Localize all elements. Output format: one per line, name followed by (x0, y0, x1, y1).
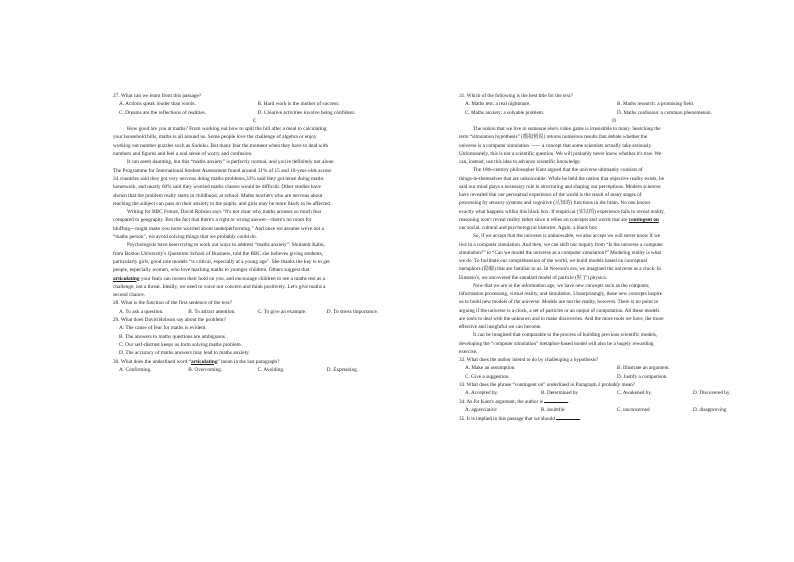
q31-option-b: B. Maths research: a promising field. (617, 101, 695, 108)
passage-line: said our mind plays a necessary role in structuring and shaping our perceptions. Modern sciences (459, 183, 661, 190)
passage-line: effective and insightful we can become. (459, 324, 542, 330)
passage-line: simulation?” to “Can we model the universe as a computer simulation?” Modeling reality is what (459, 249, 661, 256)
passage-line: The Programme for International Student Assessment found around 31% of 15 and 16-year-olds across (113, 167, 332, 174)
q29-stem: 29. What does David Robson say about the problem? (113, 317, 226, 324)
passage-line: second chance. (113, 292, 146, 299)
passage-line: live in a computer simulation. And then, we can shift our inquiry from “Is the universe a computer (459, 241, 664, 248)
q30-stem (113, 358, 396, 366)
passage-line: working out number puzzles such as Sudoku. But many fear the moment when they have to deal with (113, 142, 329, 149)
passage-line: How good are you at maths? From working out how to split the bill after a meal to calculating (127, 126, 327, 133)
q27-option-a: A. Actions speak louder than words. (119, 101, 196, 108)
passage-line: arguing if the universe is a clock, a set of particles or an output of computation. All these models (459, 307, 660, 314)
passage-line: developing the “computer simulation” metaphor-based model will also be a hugely rewarding (459, 340, 654, 347)
passage-line: our social, cultural and psychological histories. Again, a black box. (459, 225, 599, 231)
passage-line: particularly girls, good role models “is critical, especially at a young age”. She thanks the key is to get (113, 258, 330, 265)
q28-options (113, 308, 396, 316)
passage-line: challenge, not a threat. Ideally, we need to voice our concern and think positively. Let's give maths a (113, 283, 326, 290)
passage-line-rest: your fears can loosen their hold on you, and encourage children to see a maths test as a (140, 275, 325, 282)
q32-stem: 32. What does the author intend to do by challenging a hypothesis? (459, 357, 599, 363)
passage-line: universe is a computer simulation —— a concept that some scientists actually take seriously. (459, 142, 652, 149)
passage-line: exactly what happens within this black box. If empirical (实证的) experience fails to reveal reality, (459, 208, 665, 215)
passage-line: It can seem daunting, but this “maths anxiety” is perfectly normal, and you're definitely not alone. (127, 159, 335, 166)
passage-line-underlined (459, 216, 769, 224)
q31-options-row2 (459, 109, 769, 117)
q27-option-c: C. Dreams are the reflections of realities. (119, 109, 207, 116)
q33-option-a: A. Accepted by. (465, 390, 499, 396)
q30-options (113, 366, 396, 374)
q29-option-a: A. The cause of fear for maths is evident. (119, 325, 207, 332)
q34-options (459, 406, 769, 414)
q33-options (459, 389, 769, 397)
q27-option-b: B. Hard work is the mother of success. (257, 101, 340, 108)
passage-line: Writing for BBC Future, David Robson says “It's not clear why maths arouses so much fear (127, 209, 322, 216)
passage-line: compared to geography. But the fact that there's a right or wrong answer—there's no room for (113, 217, 312, 224)
passage-line-underlined (113, 275, 396, 283)
passage-line: Psychologists have been trying to work out ways to address “maths anxiety”. Shulamit Kahn, (127, 242, 325, 249)
right-column (459, 92, 769, 422)
passage-line: “maths person”, we avoid solving things that we probably could do. (113, 234, 257, 241)
q29-option-c: C. Our self-distrust keeps us form solving maths problem. (119, 341, 242, 348)
q35-stem: 35. It is implied in this passage that we should (459, 415, 555, 422)
passage-line: numbers and figures and feel a real sense of worry and confusion. (113, 151, 253, 158)
passage-line: information processing, virtual reality, and simulation. Unsurprisingly, these new concepts inspire (459, 291, 663, 297)
q28-stem: 28. What is the function of the first sentence of the text? (113, 300, 233, 307)
passage-line: we do. To facilitate our comprehension of the world, we build models based on conceptual (459, 258, 647, 264)
q28-option-a: A. To ask a question. (119, 308, 164, 315)
q33-option-d: D. Discovered by. (693, 390, 731, 396)
q34-stem-line: 34. As for Kant's argument, the author is . (459, 399, 570, 406)
passage-line: teaching the subject can pass on their anxiety to the pupils, and girls may be more likely to be affected. (113, 200, 332, 207)
q34-option-a: A. appreciative (465, 406, 497, 413)
q31-option-c: C. Maths anxiety: a solvable problem. (465, 109, 545, 116)
q33-option-c: C. Awakened by. (617, 390, 652, 396)
underlined-word: articulating (113, 275, 140, 282)
passage-line: metaphors (隐喻) that are familiar to us. In Newton's era, we imagined the universe as a clock. In (459, 266, 662, 273)
answer-blank (556, 414, 580, 420)
passage-line: us to build new models of the universe. Models are not the reality, however. There is no point in (459, 299, 659, 306)
q35-stem-line: 35. It is implied in this passage that we should . (459, 415, 582, 422)
passage-line: can, instead, use this idea to advance scientific knowledge. (459, 159, 582, 165)
q30-option-c: C. Avoiding. (257, 366, 285, 373)
q31-options-row1 (459, 100, 769, 108)
q28-option-b: B. To attract attention. (188, 308, 236, 315)
q30-stem-post: ” mean in the last paragraph? (217, 358, 280, 365)
answer-blank (544, 397, 568, 403)
q32-options-row2 (459, 373, 769, 381)
passage-line: people, especially women, who love teaching maths to younger children. Others suggest that (113, 267, 310, 274)
left-column (113, 92, 396, 374)
passage-line: things-in-themselves that are unknowable. While he held the notion that objective reality exists, he (459, 175, 664, 182)
passage-line: Einstein's, we uncovered the standard model of particle (粒子) physics. (459, 274, 608, 281)
q27-options-row1 (113, 100, 396, 108)
passage-line: are tools to deal with the unknown and to make discoveries. And the more tools we have, the more (459, 315, 664, 322)
passage-line: exercise. (459, 348, 478, 355)
passage-line: processing by sensory systems and cognitive (认知的) functions in the brain. No one knows (459, 200, 651, 207)
q31-option-a: A. Maths test: a real nightmare. (465, 101, 531, 108)
q31-stem: 31. Which of the following is the best title for the text? (459, 93, 574, 99)
passage-line: have revealed that our perceptual experience of the world is the result of many stages of (459, 192, 642, 198)
q30-option-b: B. Overcoming. (188, 366, 223, 373)
q32-option-a: A. Make an assumption. (465, 365, 516, 372)
passage-line-start: reasoning won't reveal reality either since it relies on concepts and words that are (459, 216, 628, 223)
q32-option-c: C. Give a suggestion. (465, 373, 510, 380)
q27-options-row2 (113, 109, 396, 117)
q30-stem-pre: 30. What does the underlined word “ (113, 358, 192, 365)
q29-option-b: B. The answers to maths questions are ambiguous. (119, 333, 227, 340)
q28-option-d: D. To stress importance. (326, 308, 379, 315)
q27-stem: 27. What can we learn from this passage? (113, 93, 202, 99)
q34-option-b: B. doubtful (541, 406, 565, 413)
passage-line: The 18th-century philosopher Kant argued that the universe ultimately consists of (473, 167, 643, 174)
q32-option-d: D. Justify a comparison. (617, 373, 668, 380)
passage-line: 34 countries said they got very nervous doing maths problems,33% said they got tense doing maths (113, 175, 324, 182)
passage-line: term “simulation hypothesis” (模拟假说) returns numerous results that debate whether the (459, 134, 648, 141)
q34-stem: 34. As for Kant's argument, the author is (459, 399, 543, 406)
passage-line: your household bills, maths is all around us. Some people love the challenge of algebra or enjoy (113, 134, 317, 141)
q28-option-c: C. To give an example. (257, 308, 307, 315)
q30-underlined-word: articulating (191, 358, 218, 365)
passage-line: from Boston University's Questrom School of Business, told the BBC she believes giving students, (113, 250, 324, 257)
q30-option-a: A. Confirming. (119, 366, 152, 373)
passage-line: It can be imagined that comparable to the process of building previous scientific models, (473, 332, 658, 339)
passage-line: Now that we are in the information age, we have new concepts such as the computer, (473, 282, 650, 289)
q31-answer: D (612, 117, 616, 124)
passage-line: Unfortunately, this is not a scientific question. We will probably never know whether it's true. We (459, 150, 662, 157)
passage-line: So, if we accept that the universe is unknowable, we also accept we will never know if we (473, 233, 661, 240)
q30-option-d: D. Expressing. (326, 366, 359, 373)
underlined-phrase: contingent on (628, 216, 659, 223)
q27-option-d: D. Creative activities involve being confident. (257, 109, 356, 116)
q33-option-b: B. Determined by. (541, 390, 579, 396)
passage-line: The notion that we live in someone else's video game is irresistible to many. Searching the (473, 126, 661, 132)
q31-option-d: D. Maths confusion: a common phenomenon. (617, 109, 712, 116)
q34-option-d: D. disapproving (693, 406, 727, 413)
q27-answer: C (252, 117, 257, 124)
q32-options-row1 (459, 364, 769, 372)
q29-option-d: D. The accuracy of maths answers may lead to maths anxiety. (119, 350, 250, 357)
passage-line: shown that the problem really starts in childhood, at school. Maths teachers who are nervous about (113, 192, 323, 199)
q32-option-b: B. Illustrate an argument. (617, 365, 670, 372)
passage-line: homework, and nearly 60% said they worried maths classes would be difficult. Other studies have (113, 184, 321, 191)
q33-stem: 33. What does the phrase “contingent on” underlined in Paragraph 2 probably mean? (459, 381, 636, 388)
passage-line: bluffing—might make you more worried about underperforming.” And once we assume we're not a (113, 225, 324, 232)
q34-option-c: C. unconcerned (617, 406, 650, 413)
